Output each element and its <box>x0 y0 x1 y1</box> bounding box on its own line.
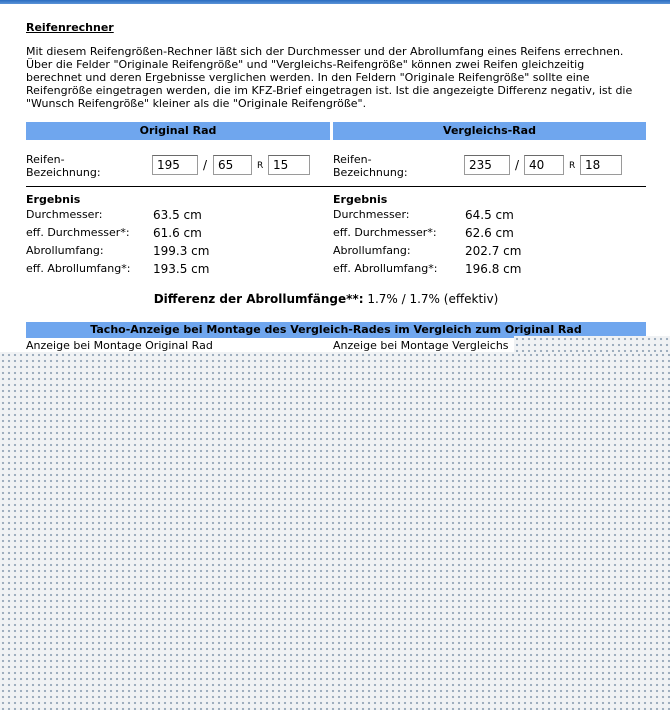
original-eff-diameter-label: eff. Durchmesser*: <box>26 226 130 239</box>
intro-text: Mit diesem Reifengrößen-Rechner läßt sich der Durchmesser und der Abrollumfang eines Reifens errechnen. Über die Felder "Originale Reifengröße" und "Vergleichs-Reifengröße" können zwei Reifen gleichzeitig berechnet und deren Ergebnisse verglichen werden. In den Feldern "Originale Reifengröße" sollte eine Reifengröße eingetragen werden, die im KFZ-Brief eingetragen ist. Ist die angezeigte Differenz negativ, ist die "Wunsch Reifengröße" kleiner als die "Originale Reifengröße". <box>26 45 633 110</box>
page-title: Reifenrechner <box>26 21 114 34</box>
tacho-right-label: Anzeige bei Montage Vergleichs <box>333 339 509 352</box>
original-circ-label: Abrollumfang: <box>26 244 104 257</box>
compare-eff-circ-value: 196.8 cm <box>465 262 522 276</box>
compare-circ-value: 202.7 cm <box>465 244 522 258</box>
original-eff-circ-label: eff. Abrollumfang*: <box>26 262 131 275</box>
original-circ-value: 199.3 cm <box>153 244 210 258</box>
original-slash: / <box>203 158 208 172</box>
original-label-line1: Reifen- <box>26 153 65 166</box>
original-eff-diameter-value: 61.6 cm <box>153 226 202 240</box>
original-rad-heading: Original Rad <box>26 122 330 140</box>
tacho-heading: Tacho-Anzeige bei Montage des Vergleich-Rades im Vergleich zum Original Rad <box>26 322 646 338</box>
compare-ratio-input[interactable] <box>524 155 564 175</box>
tacho-left-label: Anzeige bei Montage Original Rad <box>26 339 213 352</box>
compare-eff-circ-label: eff. Abrollumfang*: <box>333 262 438 275</box>
compare-eff-diameter-label: eff. Durchmesser*: <box>333 226 437 239</box>
top-bar <box>0 0 670 4</box>
original-diameter-label: Durchmesser: <box>26 208 103 221</box>
dotted-background <box>0 352 670 710</box>
compare-label-line1: Reifen- <box>333 153 372 166</box>
dotted-background-strip <box>514 336 670 352</box>
vergleichs-rad-heading: Vergleichs-Rad <box>333 122 646 140</box>
original-rim-input[interactable] <box>268 155 310 175</box>
compare-slash: / <box>515 158 520 172</box>
compare-circ-label: Abrollumfang: <box>333 244 411 257</box>
compare-r-label: R <box>569 161 576 171</box>
original-eff-circ-value: 193.5 cm <box>153 262 210 276</box>
compare-diameter-value: 64.5 cm <box>465 208 514 222</box>
original-ratio-input[interactable] <box>213 155 252 175</box>
original-width-input[interactable] <box>152 155 198 175</box>
divider-line <box>26 186 646 187</box>
original-label-line2: Bezeichnung: <box>26 166 101 179</box>
original-r-label: R <box>257 161 264 171</box>
compare-width-input[interactable] <box>464 155 510 175</box>
compare-rim-input[interactable] <box>580 155 622 175</box>
difference-label: Differenz der Abrollumfänge**: <box>153 292 364 306</box>
original-result-title: Ergebnis <box>26 193 81 206</box>
compare-label-line2: Bezeichnung: <box>333 166 408 179</box>
difference-line <box>26 292 626 306</box>
compare-eff-diameter-value: 62.6 cm <box>465 226 514 240</box>
compare-result-title: Ergebnis <box>333 193 388 206</box>
original-diameter-value: 63.5 cm <box>153 208 202 222</box>
compare-diameter-label: Durchmesser: <box>333 208 410 221</box>
difference-value: 1.7% / 1.7% (effektiv) <box>363 292 499 306</box>
